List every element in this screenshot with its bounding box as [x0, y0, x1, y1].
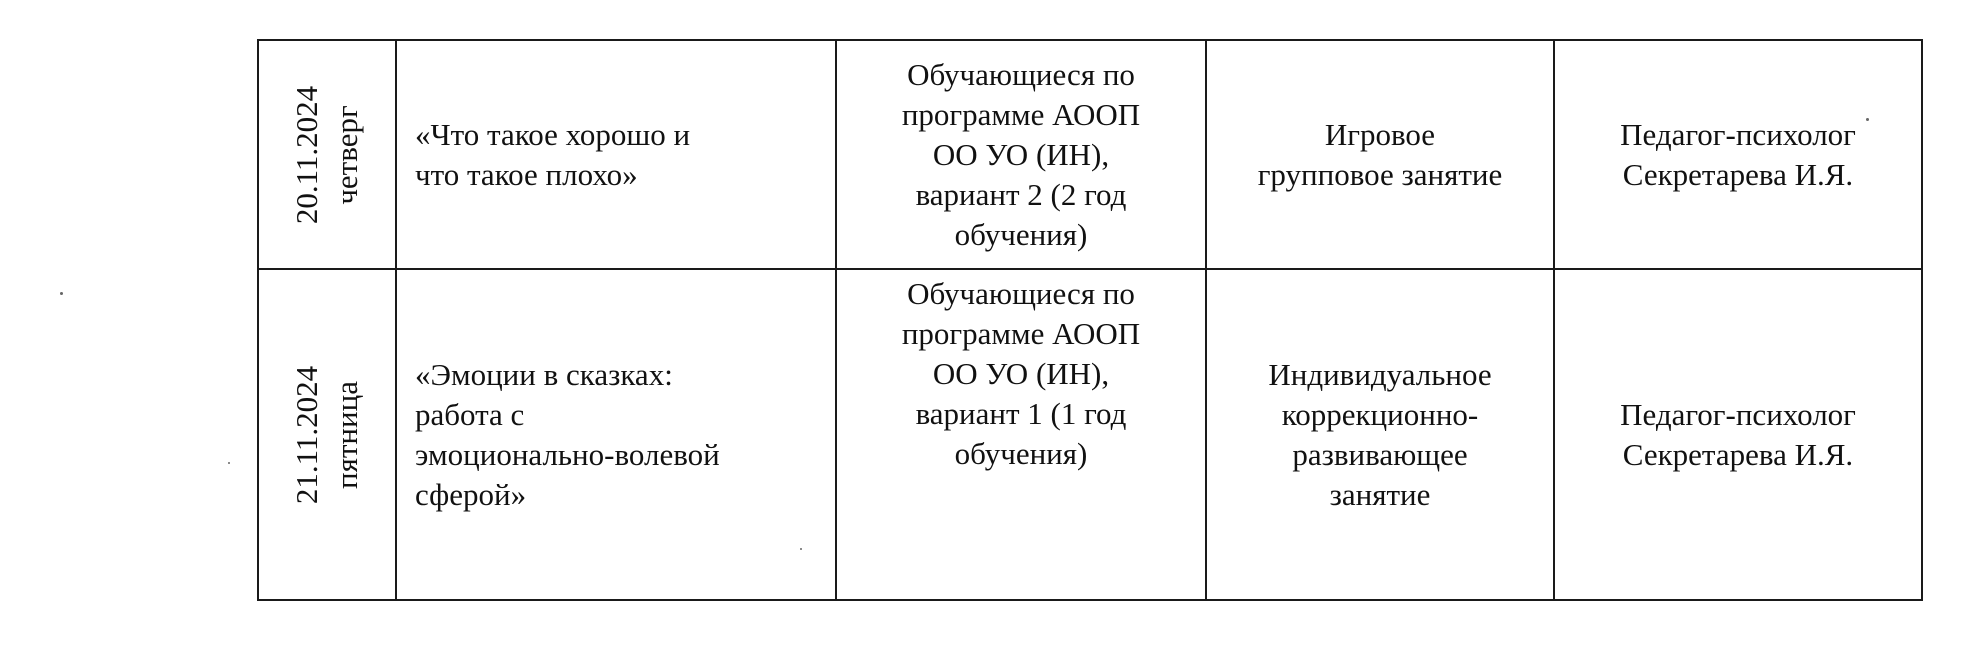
date-cell [258, 40, 396, 269]
participants-line: программе АООП [901, 316, 1141, 351]
responsible-line: Педагог-психолог [1620, 396, 1856, 432]
date-text: 20.11.2024 [289, 85, 324, 224]
table-row [258, 269, 1922, 600]
responsible-cell [1554, 269, 1922, 600]
topic-line: работа с [415, 396, 525, 432]
participants-line: ОО УО (ИН), [932, 356, 1110, 391]
scan-speck [228, 462, 230, 464]
topic-cell [396, 269, 836, 600]
form-line: занятие [1329, 476, 1431, 512]
form-line: коррекционно- [1281, 396, 1479, 432]
topic-line: эмоционально-волевой [415, 436, 720, 472]
responsible-line: Секретарева И.Я. [1622, 156, 1854, 192]
form-cell [1206, 269, 1554, 600]
responsible-line: Секретарева И.Я. [1622, 436, 1854, 472]
form-line: Индивидуальное [1268, 356, 1492, 392]
participants-line: вариант 2 (2 год [915, 176, 1127, 212]
scan-speck [1866, 118, 1869, 121]
participants-line: Обучающиеся по [907, 276, 1135, 311]
date-rotated-label [287, 365, 367, 503]
date-cell [258, 269, 396, 600]
table-row [258, 40, 1922, 269]
participants-cell [836, 40, 1206, 269]
date-text: 21.11.2024 [289, 365, 324, 504]
form-line: Игровое [1324, 116, 1436, 152]
participants-line: программе АООП [901, 96, 1141, 132]
topic-line: «Что такое хорошо и [415, 116, 691, 152]
form-line: развивающее [1292, 436, 1468, 472]
participants-cell [836, 269, 1206, 600]
weekday-text: четверг [329, 104, 364, 205]
date-rotated-label [287, 85, 367, 223]
responsible-cell [1554, 40, 1922, 269]
participants-line: Обучающиеся по [907, 56, 1135, 92]
weekday-text: пятница [329, 380, 364, 489]
participants-line: вариант 1 (1 год [915, 396, 1127, 431]
schedule-table [257, 39, 1923, 601]
scan-speck [60, 292, 63, 295]
responsible-line: Педагог-психолог [1620, 116, 1856, 152]
participants-line: ОО УО (ИН), [932, 136, 1110, 172]
participants-line: обучения) [954, 216, 1088, 252]
form-cell [1206, 40, 1554, 269]
participants-line: обучения) [954, 436, 1088, 471]
topic-cell [396, 40, 836, 269]
topic-line: что такое плохо» [415, 156, 638, 192]
scan-speck [800, 548, 802, 550]
form-line: групповое занятие [1257, 156, 1503, 192]
topic-line: «Эмоции в сказках: [415, 356, 673, 392]
topic-line: сферой» [415, 476, 527, 512]
